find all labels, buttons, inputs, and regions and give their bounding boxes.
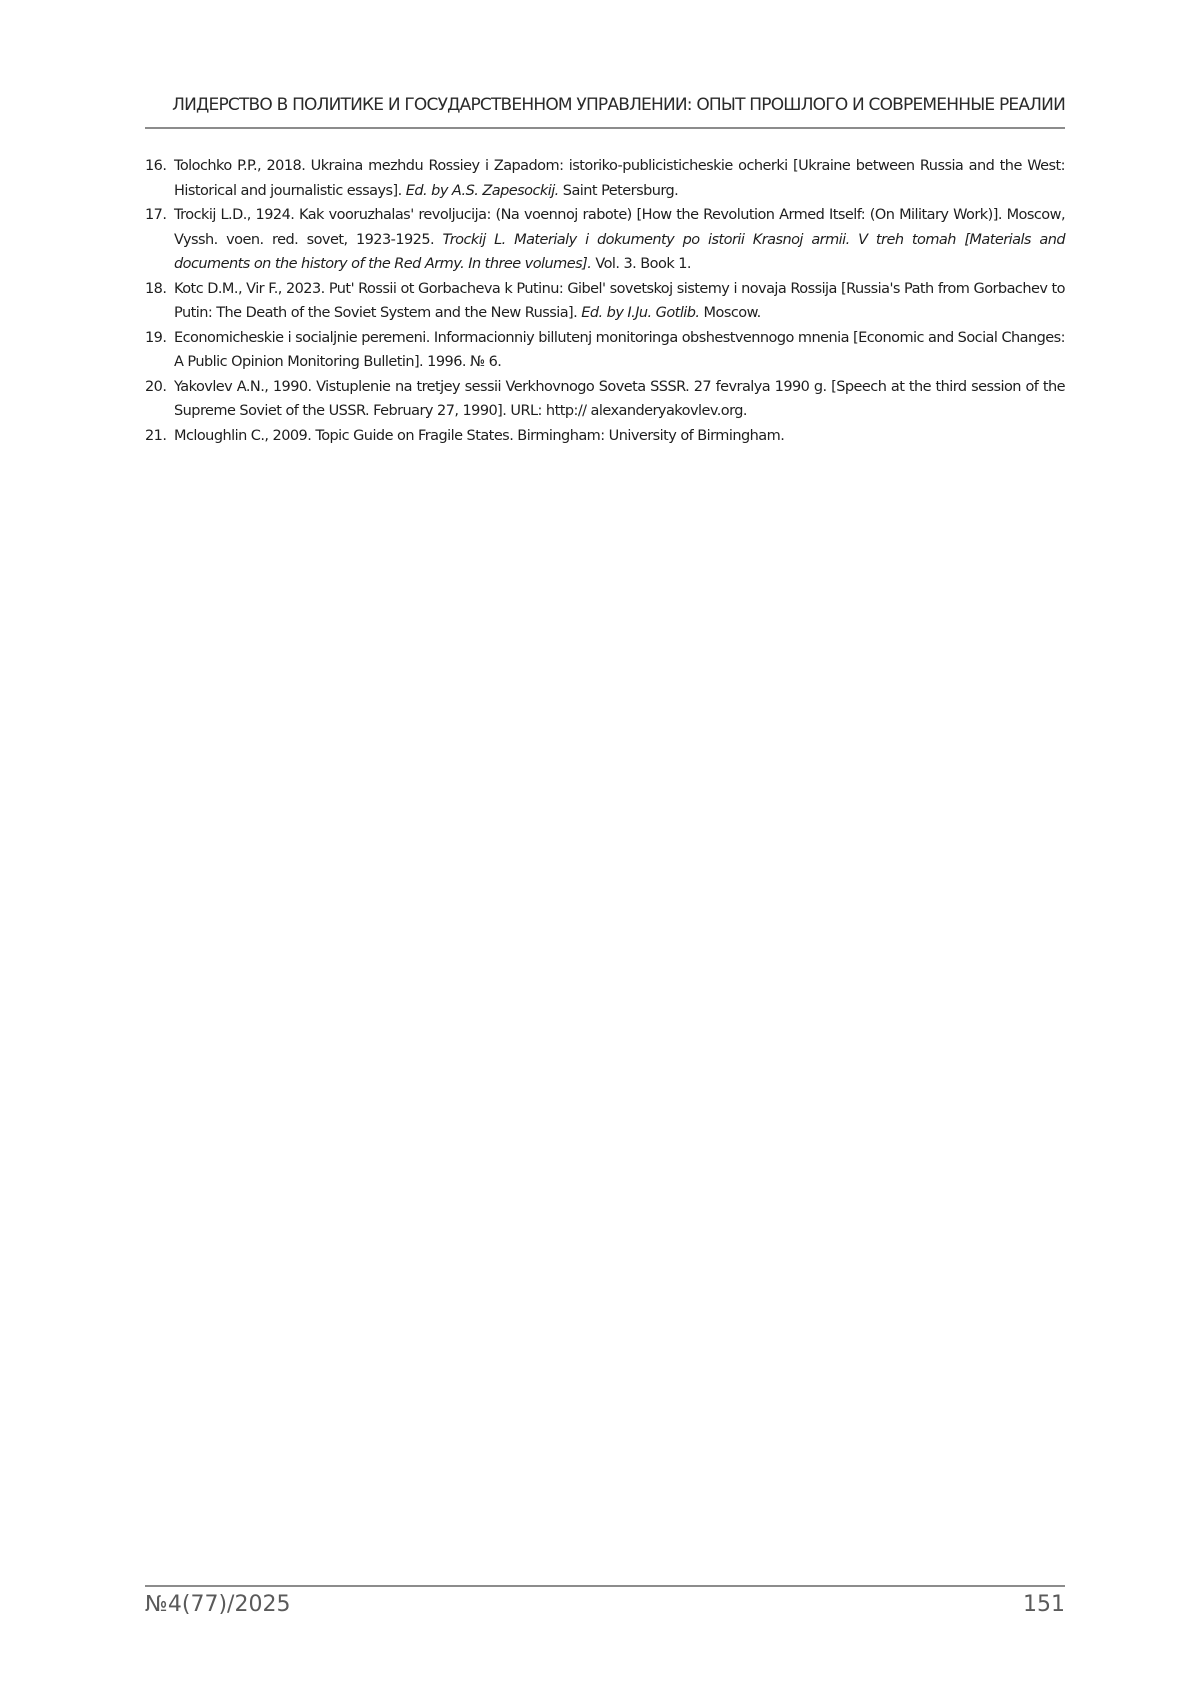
reference-text: Economicheskie i socialjnie peremeni. Informacionniy billutenj monitoringa obshestvennogo mnenia [Economic and Social Changes: A Public Opinion Monitoring Bulletin]. 1996. № 6. [174, 329, 1065, 370]
reference-number: 16. [145, 158, 167, 174]
reference-number: 18. [145, 280, 167, 297]
reference-item [145, 424, 1065, 449]
reference-italic-text: Ed. by A.S. Zapesockij. [405, 182, 559, 199]
reference-item [145, 277, 1065, 326]
reference-text-tail: Vol. 3. Book 1. [591, 256, 691, 272]
reference-number: 17. [145, 207, 167, 223]
reference-text: Tolochko P.P., 2018. Ukraina mezhdu Rossiey i Zapadom: istoriko-publicisticheskie ocherki [Ukraine between Russia and the West: Historical and journalistic essays]. [174, 158, 1065, 199]
issue-number: №4(77)/2025 [145, 1592, 291, 1617]
reference-number: 20. [145, 378, 167, 395]
reference-item [145, 154, 1065, 203]
footer-divider [145, 1585, 1065, 1587]
reference-item [145, 375, 1065, 424]
journal-section-title: ЛИДЕРСТВО В ПОЛИТИКЕ И ГОСУДАРСТВЕННОМ УПРАВЛЕНИИ: ОПЫТ ПРОШЛОГО И СОВРЕМЕННЫЕ РЕАЛИИ [172, 95, 1065, 115]
reference-item [145, 203, 1065, 277]
reference-text-tail: Moscow. [699, 305, 761, 321]
reference-number: 21. [145, 427, 167, 444]
reference-text: Trockij L.D., 1924. Kak vooruzhalas' revoljucija: (Na voennoj rabote) [How the Revolution Armed Itself: (On Military Work)]. Moscow, Vyssh. voen. red. sovet, 1923-1925. [174, 207, 1065, 248]
reference-number: 19. [145, 329, 167, 346]
reference-list [145, 154, 1065, 448]
reference-text: Yakovlev A.N., 1990. Vistuplenie na tretjey sessii Verkhovnogo Soveta SSSR. 27 fevralya 1990 g. [Speech at the third session of the Supreme Soviet of the USSR. February 27, 1990]. URL: http:// alexanderyakovlev.org. [174, 378, 1065, 419]
reference-italic-text: Trockij L. Materialy i dokumenty po istorii Krasnoj armii. V treh tomah [Materials and documents on the history of the Red Army. In three volumes]. [174, 231, 1065, 272]
running-header [145, 95, 1065, 129]
reference-text: Mcloughlin C., 2009. Topic Guide on Fragile States. Birmingham: University of Birmingham. [174, 427, 785, 444]
reference-item [145, 326, 1065, 375]
page-number: 151 [1023, 1592, 1065, 1617]
reference-text: Kotc D.M., Vir F., 2023. Put' Rossii ot Gorbacheva k Putinu: Gibel' sovetskoj sistemy i novaja Rossija [Russia's Path from Gorbachev to Putin: The Death of the Soviet System and the New Russia]. [174, 280, 1065, 321]
reference-text-tail: Saint Petersburg. [558, 182, 679, 199]
reference-italic-text: Ed. by I.Ju. Gotlib. [581, 305, 700, 321]
